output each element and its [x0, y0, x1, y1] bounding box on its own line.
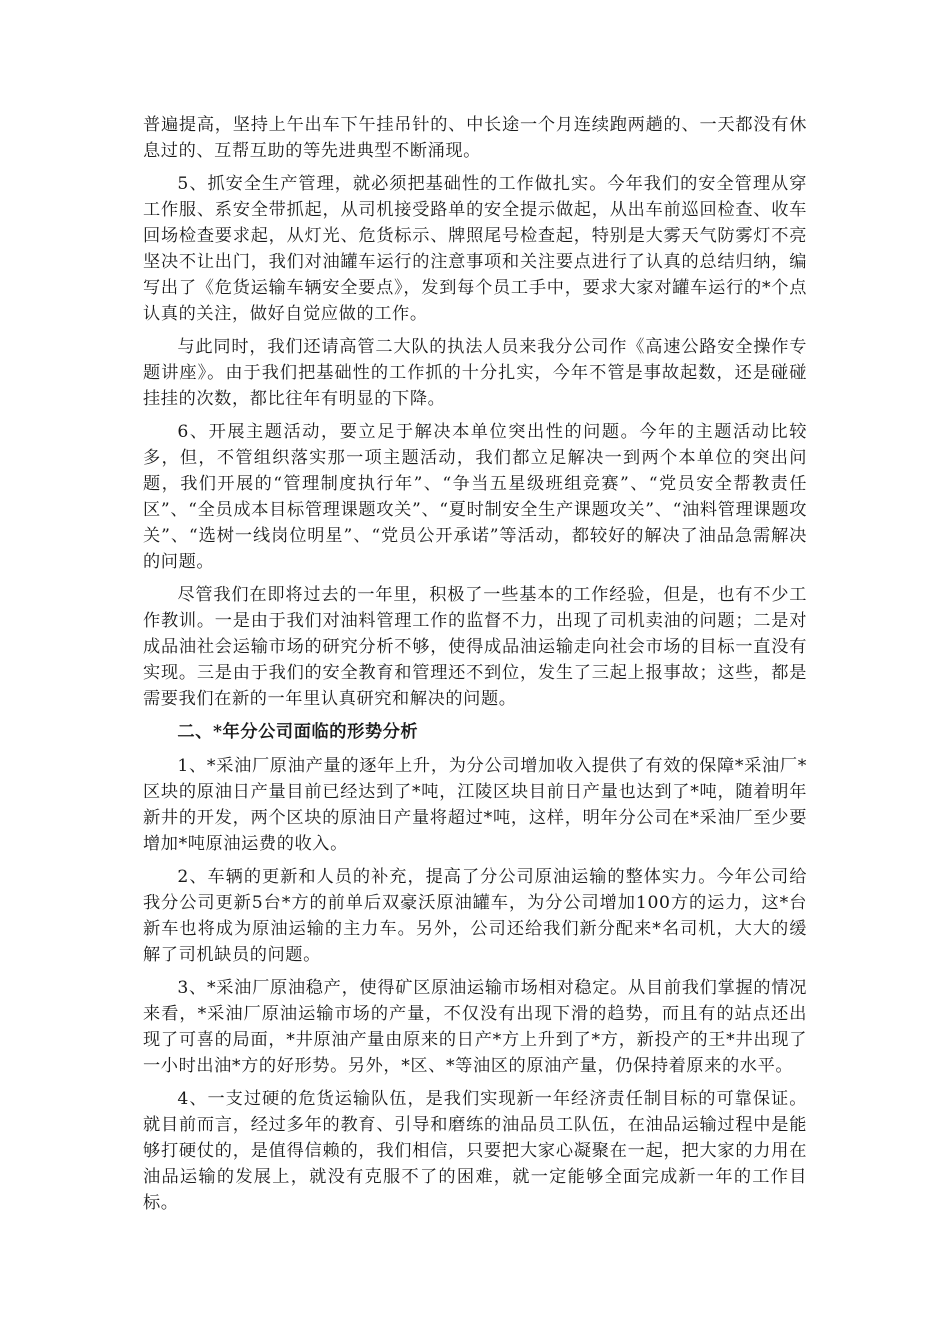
paragraph-market-stable: 3、*采油厂原油稳产，使得矿区原油运输市场相对稳定。从目前我们掌握的情况来看，*采油厂原油运输市场的产量，不仅没有出现下滑的趋势，而且有的站点还出现了可喜的局面，*井原油产量由原来的日产*方上升到了*方，新投产的王*井出现了一小时出油*方的好形势。另外，*区、*等油区的原油产量，仍保持着原来的水平。	[143, 978, 807, 1076]
paragraph-safety-management: 5、抓安全生产管理，就必须把基础性的工作做扎实。今年我们的安全管理从穿工作服、系安全带抓起，从司机接受路单的安全提示做起，从出车前巡回检查、收车回场检查要求起，从灯光、危货标示、牌照尾号检查起，特别是大雾天气防雾灯不亮坚决不让出门，我们对油罐车运行的注意事项和关注要点进行了认真的总结归纳，编写出了《危货运输车辆安全要点》，发到每个员工手中，要求大家对罐车运行的*个点认真的关注，做好自觉应做的工作。	[143, 174, 807, 324]
paragraph-continued: 普遍提高，坚持上午出车下午挂吊针的、中长途一个月连续跑两趟的、一天都没有休息过的、互帮互助的等先进典型不断涌现。	[143, 115, 807, 161]
paragraph-oil-output: 1、*采油厂原油产量的逐年上升，为分公司增加收入提供了有效的保障*采油厂*区块的原油日产量目前已经达到了*吨，江陵区块目前日产量也达到了*吨，随着明年新井的开发，两个区块的原油日产量将超过*吨，这样，明年分公司在*采油厂至少要增加*吨原油运费的收入。	[143, 756, 807, 854]
document-page	[143, 112, 807, 1223]
section-heading: 二、*年分公司面临的形势分析	[177, 722, 419, 742]
paragraph-theme-activities: 6、开展主题活动，要立足于解决本单位突出性的问题。今年的主题活动比较多，但，不管组织落实那一项主题活动，我们都立足解决一到两个本单位的突出问题，我们开展的“管理制度执行年”、“争当五星级班组竞赛”、“党员安全帮教责任区”、“全员成本目标管理课题攻关”、“夏时制安全生产课题攻关”、“油料管理课题攻关”、“选树一线岗位明星”、“党员公开承诺”等活动，都较好的解决了油品急需解决的问题。	[143, 422, 807, 572]
paragraph-safety-lecture: 与此同时，我们还请高管二大队的执法人员来我分公司作《高速公路安全操作专题讲座》。由于我们把基础性的工作抓的十分扎实，今年不管是事故起数，还是碰碰挂挂的次数，都比往年有明显的下降。	[143, 337, 807, 409]
paragraph-vehicle-update: 2、车辆的更新和人员的补充，提高了分公司原油运输的整体实力。今年公司给我分公司更新5台*方的前单后双豪沃原油罐车，为分公司增加100方的运力，这*台新车也将成为原油运输的主力车。另外，公司还给我们新分配来*名司机，大大的缓解了司机缺员的问题。	[143, 867, 807, 965]
paragraph-team: 4、一支过硬的危货运输队伍，是我们实现新一年经济责任制目标的可靠保证。就目前而言，经过多年的教育、引导和磨练的油品员工队伍，在油品运输过程中是能够打硬仗的，是值得信赖的，我们相信，只要把大家心凝聚在一起，把大家的力用在油品运输的发展上，就没有克服不了的困难，就一定能够全面完成新一年的工作目标。	[143, 1089, 807, 1213]
paragraph-lessons: 尽管我们在即将过去的一年里，积极了一些基本的工作经验，但是，也有不少工作教训。一是由于我们对油料管理工作的监督不力，出现了司机卖油的问题；二是对成品油社会运输市场的研究分析不够，使得成品油运输走向社会市场的目标一直没有实现。三是由于我们的安全教育和管理还不到位，发生了三起上报事故；这些，都是需要我们在新的一年里认真研究和解决的问题。	[143, 585, 807, 709]
